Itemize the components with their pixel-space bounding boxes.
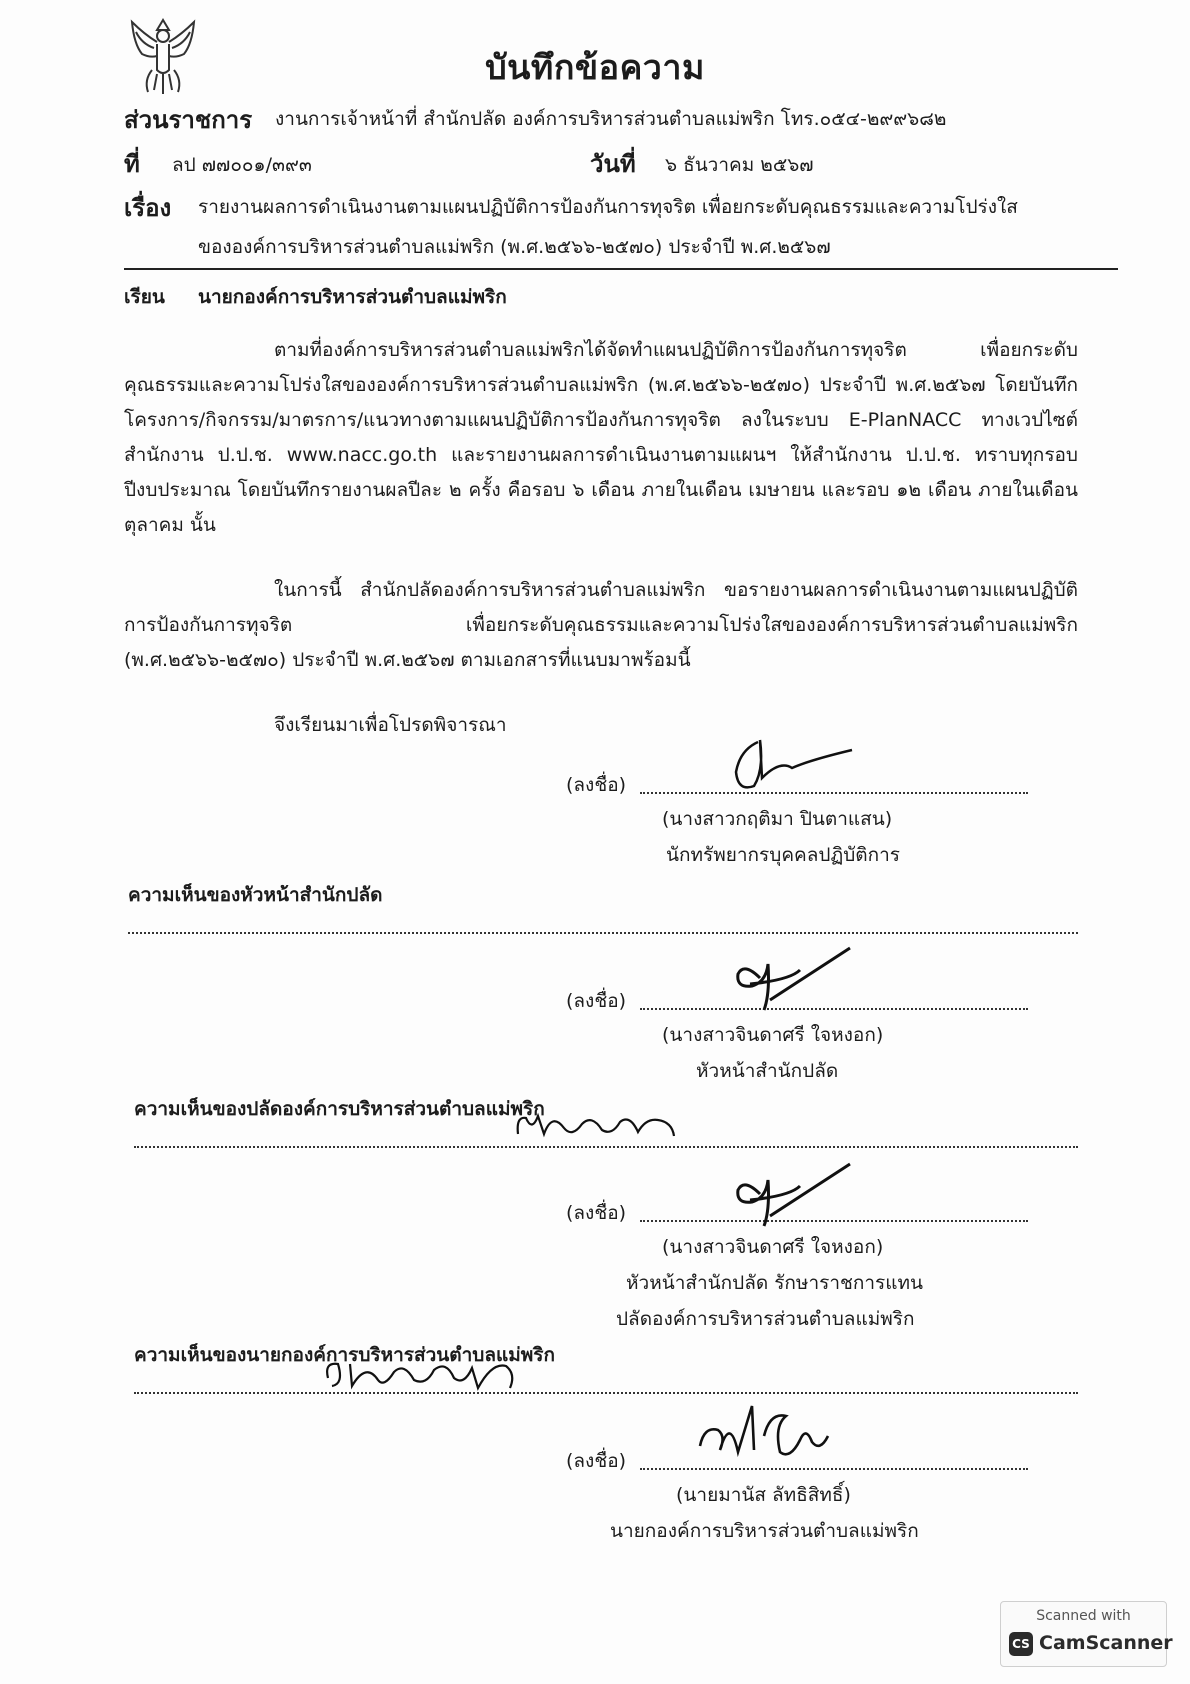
signature-mark-2 [730, 944, 860, 1016]
signature-mark-4 [690, 1396, 840, 1466]
date-value: ๖ ธันวาคม ๒๕๖๗ [665, 154, 814, 176]
signer-1-position: นักทรัพยากรบุคคลปฏิบัติการ [666, 844, 900, 866]
body-paragraph-2 [124, 573, 1078, 678]
subject-line-1: รายงานผลการดำเนินงานตามแผนปฏิบัติการป้องกันการทุจริต เพื่อยกระดับคุณธรรมและความโปร่งใส [198, 196, 1018, 218]
memo-title: บันทึกข้อความ [485, 48, 705, 88]
opinion-2-line [134, 1146, 1078, 1148]
camscanner-brand: CamScanner [1039, 1632, 1173, 1654]
opinion-3-heading: ความเห็นของนายกองค์การบริหารส่วนตำบลแม่พริก [134, 1344, 555, 1366]
camscanner-caption: Scanned with [1036, 1608, 1131, 1624]
signature-mark-3 [730, 1160, 860, 1232]
signer-3-name: (นางสาวจินดาศรี ใจหงอก) [662, 1236, 884, 1258]
agency-label: ส่วนราชการ [124, 106, 253, 134]
closing-text: จึงเรียนมาเพื่อโปรดพิจารณา [274, 714, 507, 736]
to-label: เรียน [124, 286, 165, 308]
opinion-1-heading: ความเห็นของหัวหน้าสำนักปลัด [128, 884, 383, 906]
sign-prefix-4: (ลงชื่อ) [566, 1450, 627, 1472]
opinion-1-line [128, 932, 1078, 934]
signer-4-position: นายกองค์การบริหารส่วนตำบลแม่พริก [610, 1520, 919, 1542]
signer-1-name: (นางสาวกฤติมา ปินตาแสน) [662, 808, 893, 830]
signer-3-position-1: หัวหน้าสำนักปลัด รักษาราชการแทน [626, 1272, 924, 1294]
date-label: วันที่ [590, 150, 636, 178]
to-value: นายกองค์การบริหารส่วนตำบลแม่พริก [198, 286, 507, 308]
signature-mark-1 [720, 730, 870, 800]
signer-4-name: (นายมานัส ลัทธิสิทธิ์) [676, 1484, 851, 1506]
opinion-3-handwriting [322, 1354, 522, 1394]
sign-prefix-3: (ลงชื่อ) [566, 1202, 627, 1224]
signer-2-name: (นางสาวจินดาศรี ใจหงอก) [662, 1024, 884, 1046]
opinion-3-line [134, 1392, 1078, 1394]
body-paragraph-1 [124, 333, 1078, 543]
camscanner-watermark [1000, 1601, 1173, 1667]
body-paragraph-1-text: ตามที่องค์การบริหารส่วนตำบลแม่พริกได้จัดทำแผนปฏิบัติการป้องกันการทุจริต เพื่อยกระดับคุณธรรมและความโปร่งใสขององค์การบริหารส่วนตำบลแม่พริก (พ.ศ.๒๕๖๖-๒๕๗๐) ประจำปี พ.ศ.๒๕๖๗ โดยบันทึกโครงการ/กิจกรรม/มาตรการ/แนวทางตามแผนปฏิบัติการป้องกันการทุจริต ลงในระบบ E-PlanNACC ทางเวปไซต์สำนักงาน ป.ป.ช. www.nacc.go.th และรายงานผลการดำเนินงานตามแผนฯ ให้สำนักงาน ป.ป.ช. ทราบทุกรอบปีงบประมาณ โดยบันทึกรายงานผลปีละ ๒ ครั้ง คือรอบ ๖ เดือน ภายในเดือน เมษายน และรอบ ๑๒ เดือน ภายในเดือน ตุลาคม นั้น [124, 339, 1078, 536]
camscanner-logo-icon: CS [1009, 1632, 1033, 1656]
signer-2-position: หัวหน้าสำนักปลัด [696, 1060, 839, 1082]
ref-label: ที่ [124, 150, 140, 178]
signature-line-4 [640, 1468, 1028, 1470]
body-paragraph-2-text: ในการนี้ สำนักปลัดองค์การบริหารส่วนตำบลแม่พริก ขอรายงานผลการดำเนินงานตามแผนปฏิบัติการป้องกันการทุจริต เพื่อยกระดับคุณธรรมและความโปร่งใสขององค์การบริหารส่วนตำบลแม่พริก (พ.ศ.๒๕๖๖-๒๕๗๐) ประจำปี พ.ศ.๒๕๖๗ ตามเอกสารที่แนบมาพร้อมนี้ [124, 579, 1078, 671]
sign-prefix-1: (ลงชื่อ) [566, 774, 627, 796]
sign-prefix-2: (ลงชื่อ) [566, 990, 627, 1012]
header-divider [124, 268, 1118, 270]
subject-label: เรื่อง [124, 194, 172, 222]
ref-value: ลป ๗๗๐๐๑/๓๙๓ [172, 154, 312, 176]
signer-3-position-2: ปลัดองค์การบริหารส่วนตำบลแม่พริก [616, 1308, 915, 1330]
opinion-2-handwriting [512, 1106, 682, 1144]
subject-line-2: ขององค์การบริหารส่วนตำบลแม่พริก (พ.ศ.๒๕๖๖-๒๕๗๐) ประจำปี พ.ศ.๒๕๖๗ [198, 236, 831, 258]
agency-value: งานการเจ้าหน้าที่ สำนักปลัด องค์การบริหารส่วนตำบลแม่พริก โทร.๐๕๔-๒๙๙๖๘๒ [275, 108, 947, 130]
opinion-2-heading: ความเห็นของปลัดองค์การบริหารส่วนตำบลแม่พริก [134, 1098, 545, 1120]
